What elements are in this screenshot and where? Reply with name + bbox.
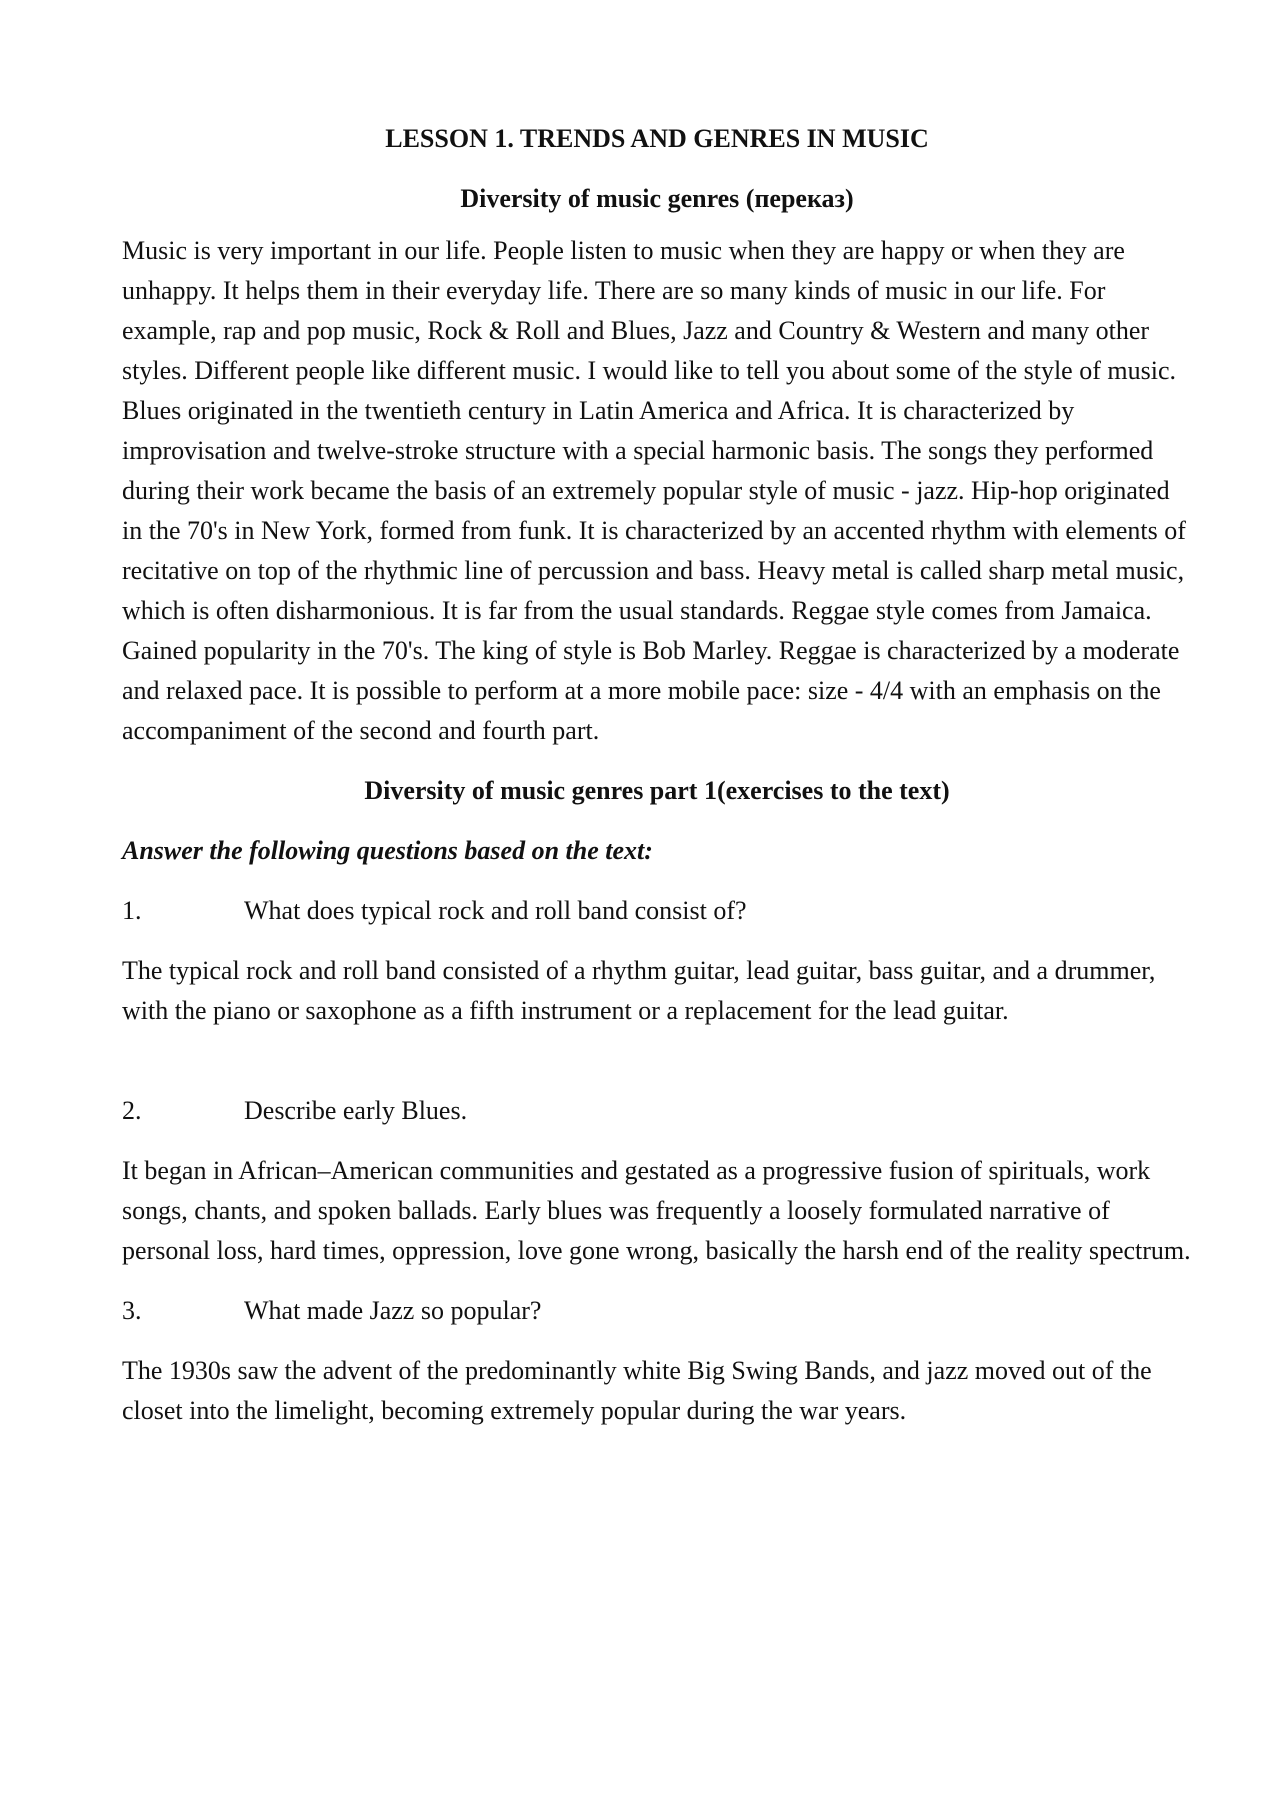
answer-2: It began in African–American communities and gestated as a progressive fusion of spirituals, work songs, chants, and spoken ballads. Early blues was frequently a loosely formulated narrative of personal loss, hard times, oppression, love gone wrong, basically the harsh end of the reality spectrum. [122, 1156, 1191, 1265]
exercise-heading: Diversity of music genres part 1(exercises to the text) [364, 776, 950, 805]
question-number: 3. [122, 1296, 142, 1325]
question-1 [122, 891, 1192, 931]
passage-paragraph: Music is very important in our life. People listen to music when they are happy or when they are unhappy. It helps them in their everyday life. There are so many kinds of music in our life. For example, rap and pop music, Rock & Roll and Blues, Jazz and Country & Western and many other styles. Different people like different music. I would like to tell you about some of the style of music. Blues originated in the twentieth century in Latin America and Africa. It is characterized by improvisation and twelve-stroke structure with a special harmonic basis. The songs they performed during their work became the basis of an extremely popular style of music - jazz. Hip-hop originated in the 70's in New York, formed from funk. It is characterized by an accented rhythm with elements of recitative on top of the rhythmic line of percussion and bass. Heavy metal is called sharp metal music, which is often disharmonious. It is far from the usual standards. Reggae style comes from Jamaica. Gained popularity in the 70's. The king of style is Bob Marley. Reggae is characterized by a moderate and relaxed pace. It is possible to perform at a more mobile pace: size - 4/4 with an emphasis on the accompaniment of the second and fourth part. [122, 236, 1186, 745]
answer-3: The 1930s saw the advent of the predominantly white Big Swing Bands, and jazz moved out of the closet into the limelight, becoming extremely popular during the war years. [122, 1356, 1152, 1425]
question-text: Describe early Blues. [244, 1096, 468, 1125]
question-number: 1. [122, 896, 142, 925]
page-content [122, 119, 1192, 1451]
question-2 [122, 1091, 1192, 1131]
question-3 [122, 1291, 1192, 1331]
answer-1: The typical rock and roll band consisted of a rhythm guitar, lead guitar, bass guitar, and a drummer, with the piano or saxophone as a fifth instrument or a replacement for the lead guitar. [122, 956, 1156, 1025]
passage-subtitle: Diversity of music genres (переказ) [460, 184, 854, 213]
question-text: What made Jazz so popular? [244, 1296, 542, 1325]
lesson-title: LESSON 1. TRENDS AND GENRES IN MUSIC [385, 124, 929, 153]
exercise-instruction: Answer the following questions based on the text: [122, 836, 653, 865]
question-number: 2. [122, 1096, 142, 1125]
question-text: What does typical rock and roll band consist of? [244, 896, 747, 925]
